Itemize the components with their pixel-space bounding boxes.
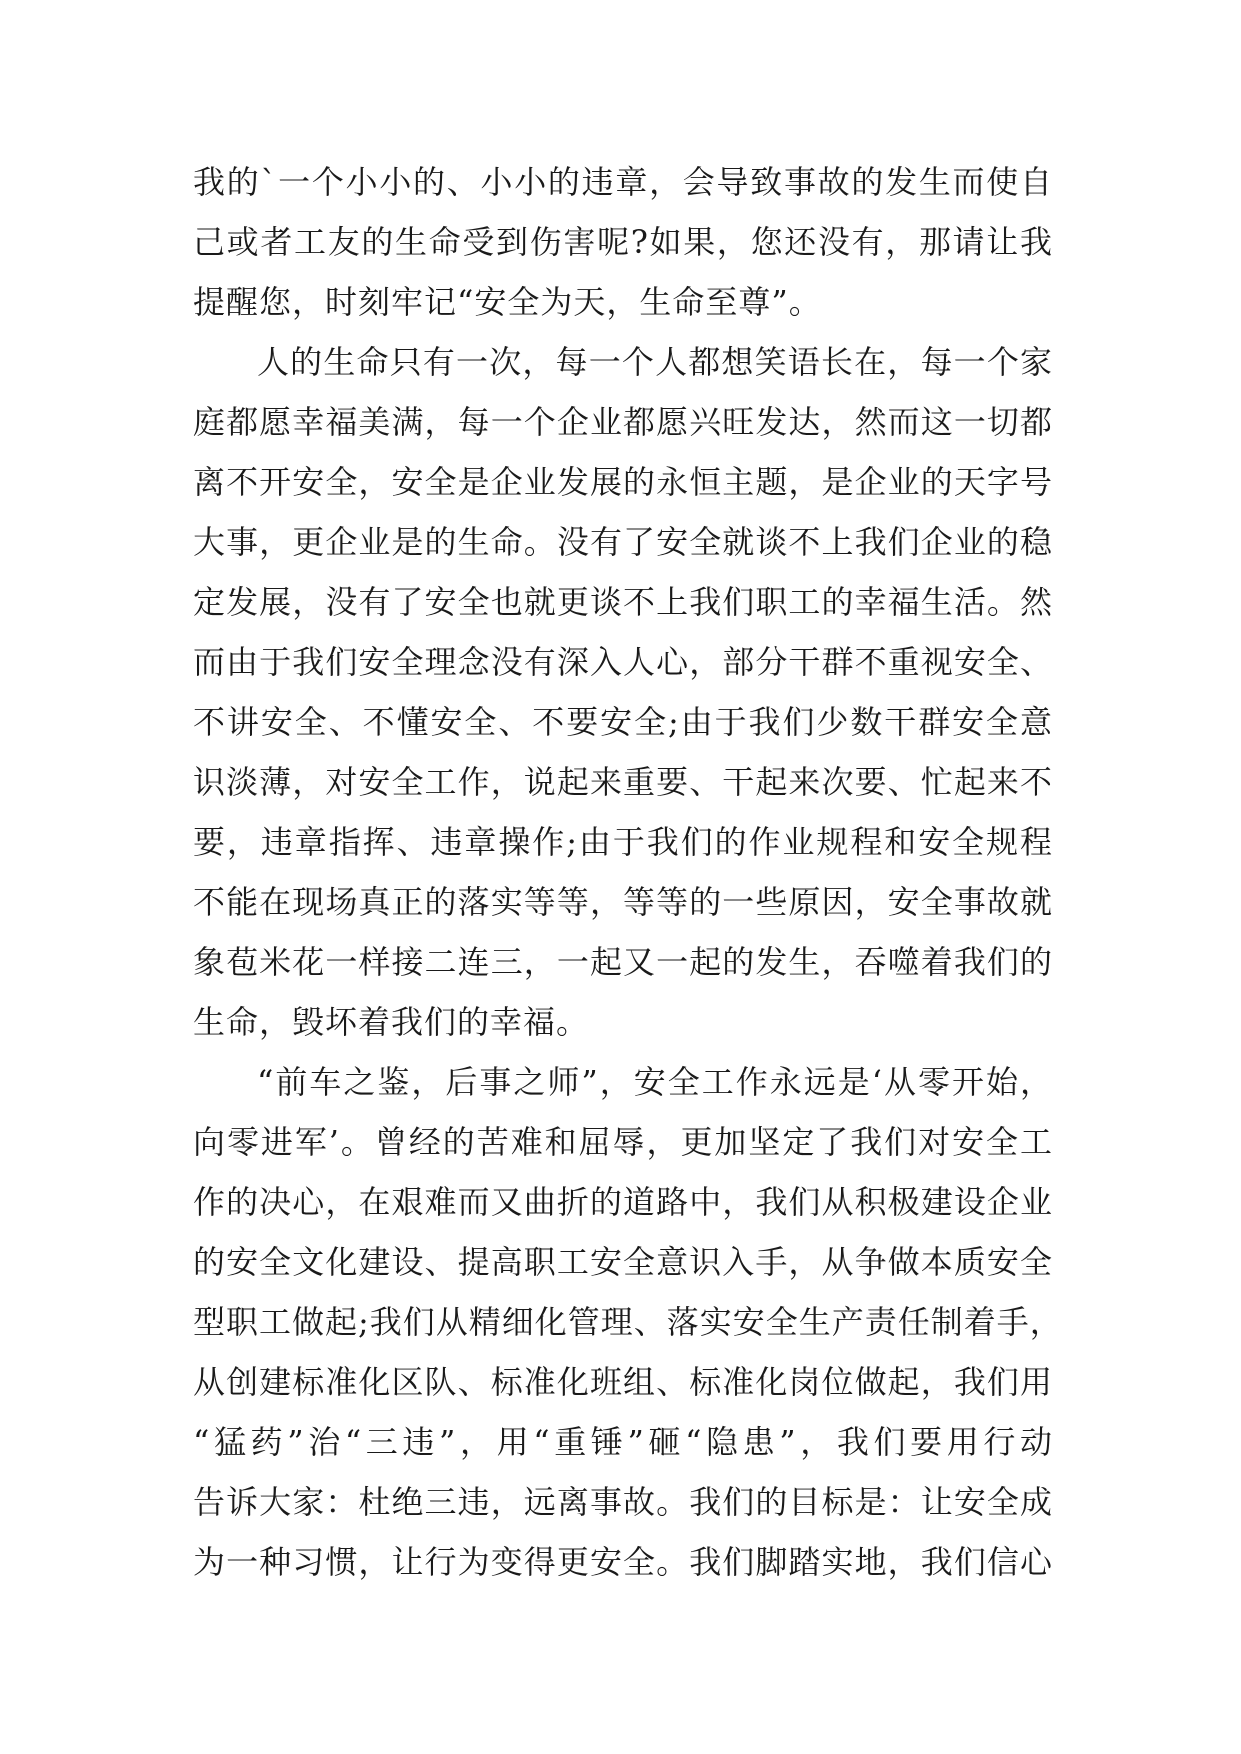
text-line: 定发展，没有了安全也就更谈不上我们职工的幸福生活。然 xyxy=(193,583,1053,621)
text-line: 象苞米花一样接二连三，一起又一起的发生，吞噬着我们的 xyxy=(193,943,1053,981)
text-line: 提醒您，时刻牢记“安全为天，生命至尊”。 xyxy=(193,283,822,321)
text-line: 告诉大家：杜绝三违，远离事故。我们的目标是：让安全成 xyxy=(193,1483,1053,1521)
text-line: 型职工做起;我们从精细化管理、落实安全生产责任制着手， xyxy=(193,1303,1063,1341)
text-line: 不能在现场真正的落实等等，等等的一些原因，安全事故就 xyxy=(193,883,1053,921)
body-text xyxy=(193,152,1063,1592)
text-line: 从创建标准化区队、标准化班组、标准化岗位做起，我们用 xyxy=(193,1363,1053,1401)
text-line: 要，违章指挥、违章操作;由于我们的作业规程和安全规程 xyxy=(193,823,1053,861)
text-line: 的安全文化建设、提高职工安全意识入手，从争做本质安全 xyxy=(193,1243,1053,1281)
text-line: 庭都愿幸福美满，每一个企业都愿兴旺发达，然而这一切都 xyxy=(193,403,1053,441)
text-line: “猛药”治“三违”，用“重锤”砸“隐患”，我们要用行动 xyxy=(193,1423,1053,1461)
text-line: 我的`一个小小的、小小的违章，会导致事故的发生而使自 xyxy=(193,163,1053,201)
text-line: 己或者工友的生命受到伤害呢?如果，您还没有，那请让我 xyxy=(193,223,1053,261)
text-line: 作的决心，在艰难而又曲折的道路中，我们从积极建设企业 xyxy=(193,1183,1053,1221)
text-line: 为一种习惯，让行为变得更安全。我们脚踏实地，我们信心 xyxy=(193,1543,1053,1581)
text-line: 不讲安全、不懂安全、不要安全;由于我们少数干群安全意 xyxy=(193,703,1053,741)
text-line: 离不开安全，安全是企业发展的永恒主题，是企业的天字号 xyxy=(193,463,1053,501)
text-line: 人的生命只有一次，每一个人都想笑语长在，每一个家 xyxy=(257,343,1053,381)
text-line: 向零进军’。曾经的苦难和屈辱，更加坚定了我们对安全工 xyxy=(193,1123,1053,1161)
text-line: 生命，毁坏着我们的幸福。 xyxy=(193,1003,590,1041)
text-line: 而由于我们安全理念没有深入人心，部分干群不重视安全、 xyxy=(193,643,1053,681)
text-line: 大事，更企业是的生命。没有了安全就谈不上我们企业的稳 xyxy=(193,523,1053,561)
text-line: 识淡薄，对安全工作，说起来重要、干起来次要、忙起来不 xyxy=(193,763,1053,801)
text-line: “前车之鉴，后事之师”，安全工作永远是‘从零开始， xyxy=(257,1063,1053,1101)
